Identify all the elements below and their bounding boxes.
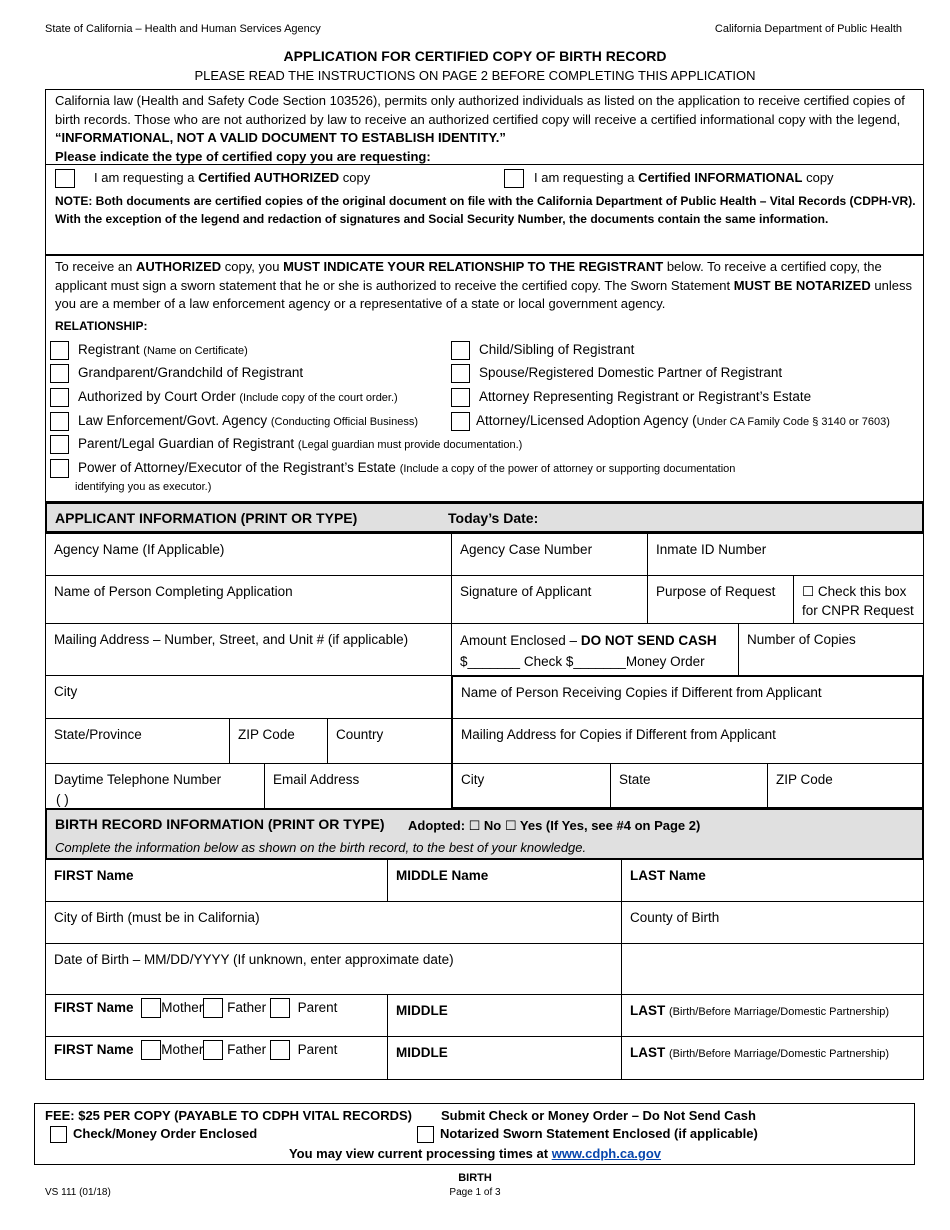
birth-header — [45, 808, 924, 860]
amount-enclosed-field[interactable]: Amount Enclosed – DO NOT SEND CASH $_______ Check $_______Money Order — [451, 623, 739, 676]
dob-blank-cell — [621, 943, 924, 995]
mailing-copies-field[interactable]: Mailing Address for Copies if Different from Applicant — [451, 718, 924, 764]
zip2-field[interactable]: ZIP Code — [767, 763, 924, 809]
notarized-option[interactable]: Notarized Sworn Statement Enclosed (if applicable) — [417, 1126, 758, 1143]
rel-checkbox[interactable] — [50, 459, 69, 478]
rel-checkbox[interactable] — [451, 388, 470, 407]
person-completing-field[interactable]: Name of Person Completing Application — [45, 575, 452, 624]
inmate-id-field[interactable]: Inmate ID Number — [647, 533, 924, 576]
mother-checkbox[interactable] — [141, 1040, 161, 1060]
form-title: APPLICATION FOR CERTIFIED COPY OF BIRTH RECORD — [283, 48, 667, 64]
rel-checkbox[interactable] — [451, 341, 470, 360]
rel-parent-guardian[interactable]: Parent/Legal Guardian of Registrant (Legal guardian must provide documentation.) — [50, 435, 522, 454]
middle-name-field[interactable]: MIDDLE Name — [387, 859, 622, 902]
agency-left: State of California – Health and Human Services Agency — [45, 23, 321, 35]
state-province-field[interactable]: State/Province — [45, 718, 230, 764]
adopted-options[interactable]: Adopted: ☐ No ☐ Yes (If Yes, see #4 on Page 2) — [408, 818, 701, 833]
submit-text: Submit Check or Money Order – Do Not Send Cash — [441, 1108, 756, 1123]
rel-grandparent[interactable]: Grandparent/Grandchild of Registrant — [50, 364, 303, 383]
rel-checkbox[interactable] — [451, 364, 470, 383]
fee-text: FEE: $25 PER COPY (PAYABLE TO CDPH VITAL RECORDS) — [45, 1108, 412, 1123]
authorized-checkbox[interactable] — [55, 169, 75, 188]
agency-name-field[interactable]: Agency Name (If Applicable) — [45, 533, 452, 576]
parent1-last-field[interactable]: LAST (Birth/Before Marriage/Domestic Partnership) — [621, 994, 924, 1037]
mother-checkbox[interactable] — [141, 998, 161, 1018]
date-of-birth-field[interactable]: Date of Birth – MM/DD/YYYY (If unknown, enter approximate date) — [45, 943, 622, 995]
rel-checkbox[interactable] — [50, 412, 69, 431]
poa-note-cont: identifying you as executor.) — [75, 481, 212, 493]
applicant-header — [45, 502, 924, 533]
rel-child-sibling[interactable]: Child/Sibling of Registrant — [451, 341, 634, 360]
first-name-field[interactable]: FIRST Name — [45, 859, 388, 902]
zip-field[interactable]: ZIP Code — [229, 718, 328, 764]
authorized-option[interactable]: I am requesting a Certified AUTHORIZED copy — [55, 169, 370, 188]
rel-checkbox[interactable] — [451, 412, 470, 431]
phone-field[interactable]: Daytime Telephone Number ( ) — [45, 763, 265, 809]
father-checkbox[interactable] — [203, 998, 223, 1018]
email-field[interactable]: Email Address — [264, 763, 452, 809]
parent2-middle-field[interactable]: MIDDLE — [387, 1036, 622, 1080]
parent2-first-field[interactable]: FIRST Name Mother Father Parent — [45, 1036, 388, 1080]
informational-option[interactable]: I am requesting a Certified INFORMATIONAL copy — [504, 169, 834, 188]
rel-power-of-attorney[interactable]: Power of Attorney/Executor of the Registrant’s Estate (Include a copy of the power of attorney or supporting documentation — [50, 459, 735, 478]
birth-subheading: Complete the information below as shown on the birth record, to the best of your knowledge. — [55, 840, 587, 855]
number-of-copies-field[interactable]: Number of Copies — [738, 623, 924, 676]
state2-field[interactable]: State — [610, 763, 768, 809]
agency-case-field[interactable]: Agency Case Number — [451, 533, 648, 576]
city2-field[interactable]: City — [451, 763, 611, 809]
form-subtitle: PLEASE READ THE INSTRUCTIONS ON PAGE 2 BEFORE COMPLETING THIS APPLICATION — [194, 68, 756, 83]
agency-right: California Department of Public Health — [714, 23, 902, 35]
relationship-instructions: To receive an AUTHORIZED copy, you MUST INDICATE YOUR RELATIONSHIP TO THE REGISTRANT below. To receive a certified copy, the applicant must sign a sworn statement that he or she is authorized to receive the certified copy. The Sworn Statement MUST BE NOTARIZED unless you are a member of a law enforcement agency or a representative of a state or local government agency. — [55, 259, 912, 311]
cnpr-checkbox[interactable]: ☐ Check this box for CNPR Request — [793, 575, 924, 624]
parent-checkbox[interactable] — [270, 1040, 290, 1060]
check-enclosed-option[interactable]: Check/Money Order Enclosed — [50, 1126, 257, 1143]
page-number: Page 1 of 3 — [449, 1187, 501, 1198]
todays-date-label[interactable]: Today’s Date: — [448, 510, 539, 526]
rel-checkbox[interactable] — [50, 435, 69, 454]
purpose-field[interactable]: Purpose of Request — [647, 575, 794, 624]
notarized-checkbox[interactable] — [417, 1126, 434, 1143]
rel-court-order[interactable]: Authorized by Court Order (Include copy of the court order.) — [50, 388, 398, 407]
rel-registrant[interactable]: Registrant (Name on Certificate) — [50, 341, 248, 360]
parent2-last-field[interactable]: LAST (Birth/Before Marriage/Domestic Partnership) — [621, 1036, 924, 1080]
rel-checkbox[interactable] — [50, 388, 69, 407]
county-of-birth-field[interactable]: County of Birth — [621, 901, 924, 944]
receiving-name-field[interactable]: Name of Person Receiving Copies if Different from Applicant — [451, 675, 924, 719]
father-checkbox[interactable] — [203, 1040, 223, 1060]
parent1-first-field[interactable]: FIRST Name Mother Father Parent — [45, 994, 388, 1037]
relationship-heading: RELATIONSHIP: — [55, 319, 148, 333]
form-id: VS 111 (01/18) — [45, 1187, 111, 1198]
signature-field[interactable]: Signature of Applicant — [451, 575, 648, 624]
birth-heading: BIRTH RECORD INFORMATION (PRINT OR TYPE) — [55, 816, 385, 832]
footer-type: BIRTH — [458, 1172, 492, 1184]
processing-text: You may view current processing times at www.cdph.ca.gov — [288, 1146, 662, 1161]
last-name-field[interactable]: LAST Name — [621, 859, 924, 902]
law-text: California law (Health and Safety Code Section 103526), permits only authorized individuals as listed on the application to receive certified copies of birth records. Those who are not authorized by law to receive an authorized certified copy will receive a certified informational copy with the legend, “INFORMATIONAL, NOT A VALID DOCUMENT TO ESTABLISH IDENTITY.” Please indicate the type of certified copy you are requesting: — [55, 92, 917, 166]
rel-spouse[interactable]: Spouse/Registered Domestic Partner of Registrant — [451, 364, 782, 383]
country-field[interactable]: Country — [327, 718, 452, 764]
rel-attorney[interactable]: Attorney Representing Registrant or Registrant’s Estate — [451, 388, 811, 407]
rel-checkbox[interactable] — [50, 364, 69, 383]
check-enclosed-checkbox[interactable] — [50, 1126, 67, 1143]
mailing-address-field[interactable]: Mailing Address – Number, Street, and Unit # (if applicable) — [45, 623, 452, 676]
rel-checkbox[interactable] — [50, 341, 69, 360]
city-of-birth-field[interactable]: City of Birth (must be in California) — [45, 901, 622, 944]
rel-adoption-agency[interactable]: Attorney/Licensed Adoption Agency (Under CA Family Code § 3140 or 7603) — [451, 412, 890, 431]
divider — [45, 164, 924, 165]
informational-checkbox[interactable] — [504, 169, 524, 188]
note-text: NOTE: Both documents are certified copies of the original document on file with the California Department of Public Health – Vital Records (CDPH-VR). With the exception of the legend and redaction of signatures and Social Security Number, the documents contain the same information. — [55, 194, 916, 226]
indicate-text: Please indicate the type of certified copy you are requesting: — [55, 148, 431, 164]
city-field[interactable]: City — [45, 675, 452, 719]
applicant-heading: APPLICANT INFORMATION (PRINT OR TYPE) — [55, 510, 358, 526]
parent1-middle-field[interactable]: MIDDLE — [387, 994, 622, 1037]
parent-checkbox[interactable] — [270, 998, 290, 1018]
cdph-link[interactable]: www.cdph.ca.gov — [551, 1146, 662, 1161]
rel-law-enforcement[interactable]: Law Enforcement/Govt. Agency (Conducting Official Business) — [50, 412, 418, 431]
